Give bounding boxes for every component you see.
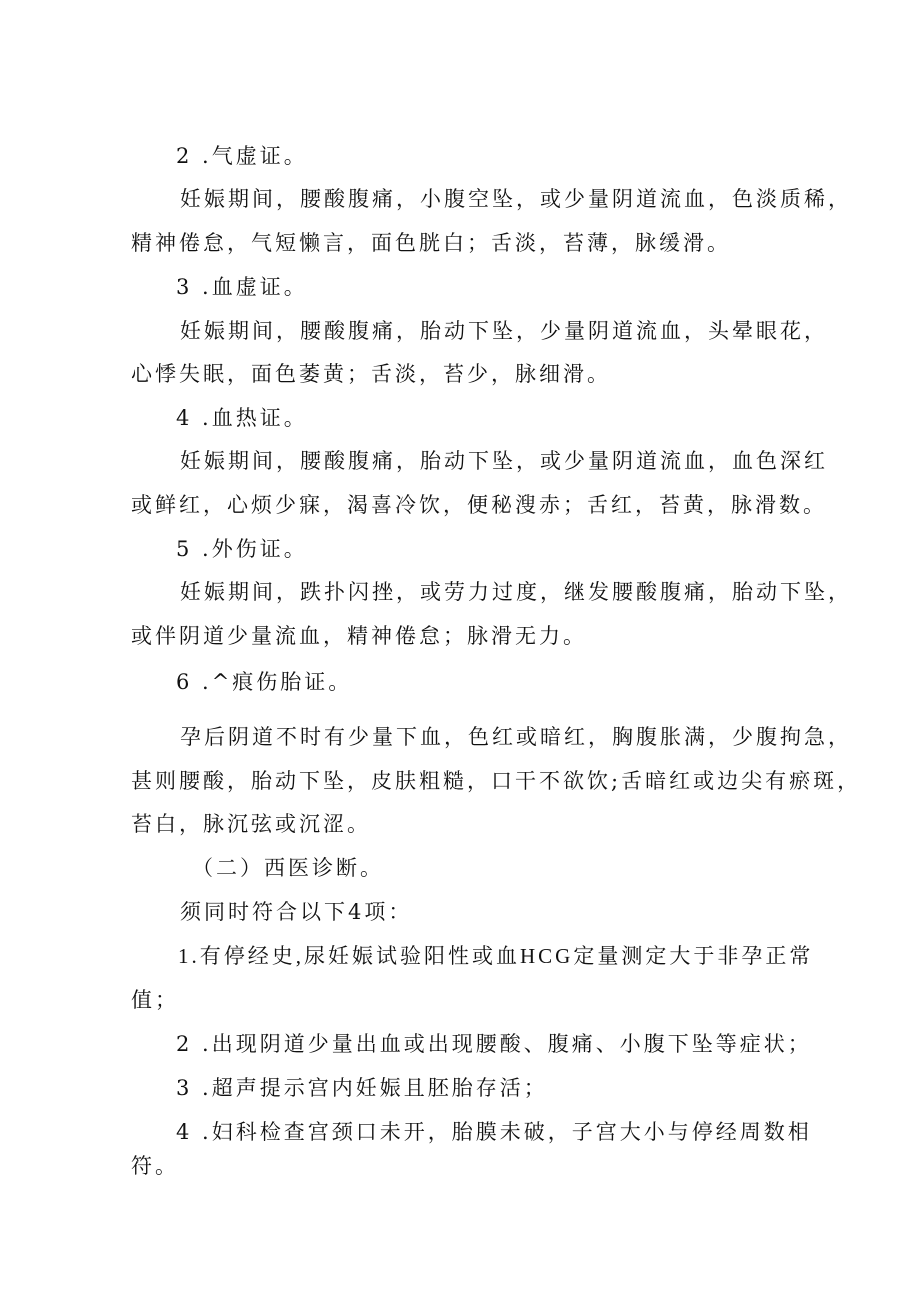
- paragraph-line: 苔白，脉沉弦或沉涩。: [131, 812, 371, 836]
- paragraph-line: 或伴阴道少量流血，精神倦怠；脉滑无力。: [131, 624, 587, 648]
- list-item-line: 符。: [131, 1154, 179, 1178]
- paragraph-line: 或鲜红，心烦少寐，渴喜冷饮，便秘溲赤；舌红，苔黄，脉滑数。: [131, 493, 827, 517]
- paragraph-line: 精神倦怠，气短懒言，面色胱白；舌淡，苔薄，脉缓滑。: [131, 231, 731, 255]
- list-item-line: 4 .妇科检查宫颈口未开，胎膜未破，子宫大小与停经周数相: [176, 1120, 812, 1144]
- paragraph-line: 妊娠期间，腰酸腹痛，胎动下坠，少量阴道流血，头晕眼花，: [180, 319, 828, 343]
- list-item-line: 3 .超声提示宫内妊娠且胚胎存活；: [176, 1076, 548, 1100]
- list-item-line: 1.有停经史,尿妊娠试验阳性或血HCG定量测定大于非孕正常: [178, 944, 814, 968]
- paragraph-line: 甚则腰酸，胎动下坠，皮肤粗糙，口干不欲饮;舌暗红或边尖有瘀斑，: [131, 769, 862, 793]
- intro-line: 须同时符合以下4项：: [180, 900, 413, 924]
- paragraph-line: 心悸失眠，面色萎黄；舌淡，苔少，脉细滑。: [131, 362, 611, 386]
- section-heading: 2 .气虚证。: [176, 144, 308, 168]
- list-item-line: 值；: [131, 988, 179, 1012]
- section-heading: 3 .血虚证。: [176, 275, 308, 299]
- subsection-heading: （二）西医诊断。: [192, 856, 384, 880]
- section-heading: 5 .外伤证。: [176, 537, 308, 561]
- list-item-line: 2 .出现阴道少量出血或出现腰酸、腹痛、小腹下坠等症状；: [176, 1032, 812, 1056]
- section-heading: 4 .血热证。: [176, 406, 308, 430]
- paragraph-line: 孕后阴道不时有少量下血，色红或暗红，胸腹胀满，少腹拘急，: [180, 725, 852, 749]
- paragraph-line: 妊娠期间，腰酸腹痛，小腹空坠，或少量阴道流血，色淡质稀，: [180, 187, 852, 211]
- paragraph-line: 妊娠期间，腰酸腹痛，胎动下坠，或少量阴道流血，血色深红: [180, 449, 828, 473]
- paragraph-line: 妊娠期间，跌扑闪挫，或劳力过度，继发腰酸腹痛，胎动下坠，: [180, 580, 852, 604]
- section-heading: 6 .^痕伤胎证。: [176, 670, 353, 694]
